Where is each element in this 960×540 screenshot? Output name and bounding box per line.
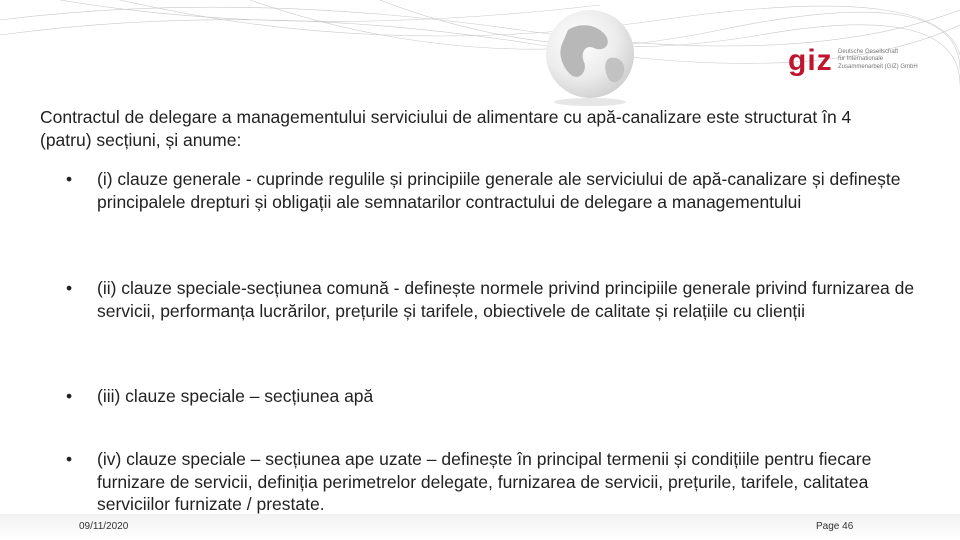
- bullet: •: [66, 386, 73, 406]
- item-title: (iii) clauze speciale – secțiunea apă: [97, 386, 374, 406]
- item-title: (iv) clauze speciale – secțiunea ape uzate: [97, 449, 422, 469]
- logo-text: [838, 49, 934, 71]
- item-text: – definește în principal termenii și condițiile pentru fiecare furnizare de servicii, definiția perimetrelor delegate, furnizarea de servicii, prețurile, tarifele, calitatea serviciilor furnizate / prestate.: [97, 449, 872, 514]
- logo-line: für Internationale: [838, 56, 884, 63]
- list-item-body: [97, 448, 932, 516]
- item-text: definește normele privind principiile generale privind furnizarea de servicii, performanța lucrărilor, prețurile și tarifele, obiectivele de calitate și relațiile cu clienții: [97, 278, 915, 321]
- item-text: cuprinde regulile și principiile generale ale serviciului de apă-canalizare și definește principalele drepturi și obligații ale semnatarilor contractului de delegare a managementului: [97, 169, 901, 212]
- globe-icon: [528, 2, 648, 112]
- logo-mark: giz: [788, 44, 833, 77]
- logo-line: Deutsche Gesellschaft: [838, 49, 899, 55]
- bullet: •: [66, 169, 73, 189]
- item-title: (i) clauze generale -: [97, 169, 257, 189]
- list-item-body: [97, 277, 932, 322]
- footer-date: 09/11/2020: [79, 521, 129, 532]
- logo-line: Zusammenarbeit (GIZ) GmbH: [838, 63, 918, 70]
- bullet: •: [66, 278, 73, 298]
- bullet: •: [66, 449, 73, 469]
- list-item-body: [97, 168, 932, 213]
- page-number: Page 46: [816, 521, 854, 532]
- list-item-body: [97, 385, 932, 408]
- intro-paragraph: Contractul de delegare a managementului serviciului de alimentare cu apă-canalizare este structurat în 4 (patru) secțiuni, și anume:: [40, 107, 852, 150]
- item-title: (ii) clauze speciale-secțiunea comună -: [97, 278, 405, 298]
